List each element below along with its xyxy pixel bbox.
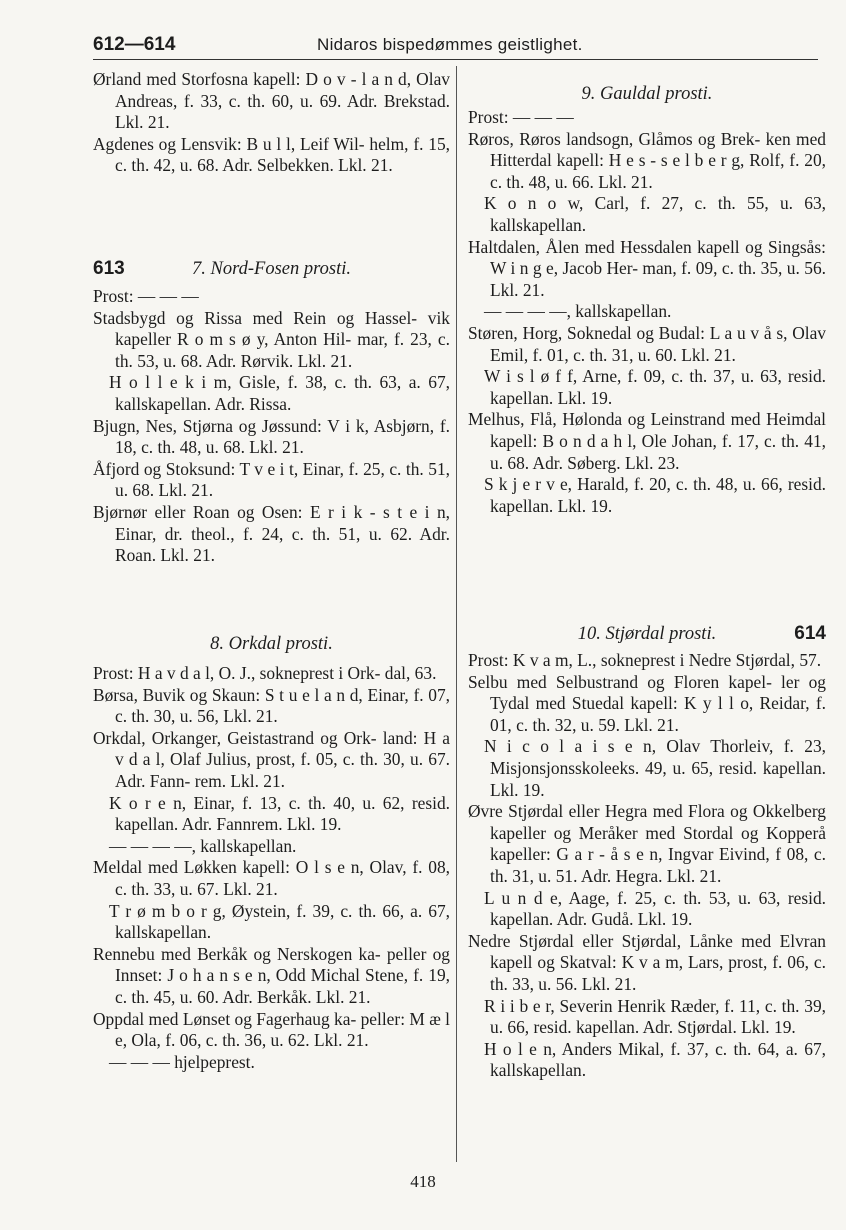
section-heading [468,622,826,646]
section-heading [93,632,450,656]
section-page-number: 613 [93,258,125,279]
section-title: 8. Orkdal prosti. [210,634,333,654]
entry: Rennebu med Berkåk og Nerskogen ka- peller og Innset: J o h a n s e n, Odd Michal Stene, f. 19, c. th. 45, u. 60. Adr. Berkåk. Lkl. 21. [93,943,450,1007]
entry: K o r e n, Einar, f. 13, c. th. 40, u. 62, resid. kapellan. Adr. Fannrem. Lkl. 19. [109,792,450,835]
entry: Meldal med Løkken kapell: O l s e n, Olav, f. 08, c. th. 33, u. 67. Lkl. 21. [93,857,450,899]
running-title: Nidaros bispedømmes geistlighet. [317,35,583,54]
entry-list [93,308,450,567]
entry: N i c o l a i s e n, Olav Thorleiv, f. 23, Misjonsjonsskoleeks. 49, u. 65, resid. kapellan. Lkl. 19. [484,736,826,800]
entry: Ørland med Storfosna kapell: D o v - l a n d, Olav Andreas, f. 33, c. th. 60, u. 69. Adr. Brekstad. Lkl. 21. [93,69,450,133]
entry: L u n d e, Aage, f. 25, c. th. 53, u. 63, resid. kapellan. Adr. Gudå. Lkl. 19. [484,887,826,930]
entry: K o n o w, Carl, f. 27, c. th. 55, u. 63, kallskapellan. [484,193,826,235]
entry: Melhus, Flå, Hølonda og Leinstrand med Heimdal kapell: B o n d a h l, Ole Johan, f. 17, c. th. 41, u. 68. Adr. Søberg. Lkl. 23. [468,409,826,473]
prost-line: Prost: — — — [93,286,199,306]
entry-list [468,129,826,518]
section-title: 9. Gauldal prosti. [581,84,713,104]
entry: — — — —, kallskapellan. [484,301,672,322]
entry: R i i b e r, Severin Henrik Ræder, f. 11, c. th. 39, u. 66, resid. kapellan. Adr. Stjørdal. Lkl. 19. [484,995,826,1038]
entry: Orkdal, Orkanger, Geistastrand og Ork- land: H a v d a l, Olaf Julius, prost, f. 05, c. th. 30, u. 67. Adr. Fann- rem. Lkl. 21. [93,727,450,791]
entry: Støren, Horg, Soknedal og Budal: L a u v å s, Olav Emil, f. 01, c. th. 31, u. 60. Lkl. 21. [468,322,826,365]
entry: Bjugn, Nes, Stjørna og Jøssund: V i k, Asbjørn, f. 18, c. th. 48, u. 68. Lkl. 21. [93,415,450,458]
entry: Selbu med Selbustrand og Floren kapel- ler og Tydal med Stuedal kapell: K y l l o, Reidar, f. 01, c. th. 32, u. 59. Lkl. 21. [468,671,826,735]
entry: S k j e r v e, Harald, f. 20, c. th. 48, u. 66, resid. kapellan. Lkl. 19. [484,474,826,516]
section-title: 7. Nord-Fosen prosti. [192,259,351,279]
section-page-number: 614 [794,623,826,644]
entry: Agdenes og Lensvik: B u l l, Leif Wil- helm, f. 15, c. th. 42, u. 68. Adr. Selbekken. Lkl. 21. [93,133,450,176]
entry: — — — —, kallskapellan. [109,835,297,856]
entry: Øvre Stjørdal eller Hegra med Flora og Okkelberg kapeller og Meråker med Stordal og Kopperå kapeller: G a r - å s e n, Ingvar Eivind, f 08, c. th. 31, u. 51. Adr. Hegra. Lkl. 21. [468,801,826,886]
entry: H o l e n, Anders Mikal, f. 37, c. th. 64, a. 67, kallskapellan. [484,1038,826,1081]
section-heading [468,82,826,106]
entry: Røros, Røros landsogn, Glåmos og Brek- ken med Hitterdal kapell: H e s - s e l b e r g, Rolf, f. 20, c. th. 48, u. 66. Lkl. 21. [468,128,826,192]
entry-list [468,672,826,1082]
entry: W i s l ø f f, Arne, f. 09, c. th. 37, u. 63, resid. kapellan. Lkl. 19. [484,366,826,408]
entry: Oppdal med Lønset og Fagerhaug ka- peller: M æ l e, Ola, f. 06, c. th. 36, u. 62. Lkl. 21. [93,1008,450,1051]
entry: Bjørnør eller Roan og Osen: E r i k - s t e i n, Einar, dr. theol., f. 24, c. th. 51, u. 62. Adr. Roan. Lkl. 21. [93,501,450,566]
entry: Stadsbygd og Rissa med Rein og Hassel- vik kapeller R o m s ø y, Anton Hil- mar, f. 23, c. th. 53, u. 68. Adr. Rørvik. Lkl. 21. [93,307,450,371]
page-range: 612—614 [93,34,176,55]
prost-line: Prost: H a v d a l, O. J., sokneprest i Ork- dal, 63. [93,663,437,683]
section-stjordal [468,622,826,1082]
entry: T r ø m b o r g, Øystein, f. 39, c. th. 66, a. 67, kallskapellan. [109,900,450,943]
entry: Haltdalen, Ålen med Hessdalen kapell og Singsås: W i n g e, Jacob Her- man, f. 09, c. th. 35, u. 56. Lkl. 21. [468,236,826,300]
section-gauldal [468,82,826,517]
header-rule [93,59,818,60]
entry-list [93,685,450,1074]
section-heading [93,257,450,281]
section-nord-fosen [93,257,450,567]
column-divider [456,66,457,1162]
page-folio: 418 [410,1172,436,1191]
prost-line: Prost: K v a m, L., sokneprest i Nedre Stjørdal, 57. [468,650,822,670]
section-orkdal [93,632,450,1073]
entry: Nedre Stjørdal eller Stjørdal, Lånke med Elvran kapell og Skatval: K v a m, Lars, prost, f. 06, c. th. 33, u. 56. Lkl. 21. [468,930,826,994]
left-column-top [93,69,450,177]
section-title: 10. Stjørdal prosti. [577,624,717,644]
entry: H o l l e k i m, Gisle, f. 38, c. th. 63, a. 67, kallskapellan. Adr. Rissa. [109,372,450,414]
entry: Åfjord og Stoksund: T v e i t, Einar, f. 25, c. th. 51, u. 68. Lkl. 21. [93,458,450,501]
entry: Børsa, Buvik og Skaun: S t u e l a n d, Einar, f. 07, c. th. 30, u. 56, Lkl. 21. [93,684,450,727]
prost-line: Prost: — — — [468,107,574,127]
entry: — — — hjelpeprest. [109,1051,255,1072]
